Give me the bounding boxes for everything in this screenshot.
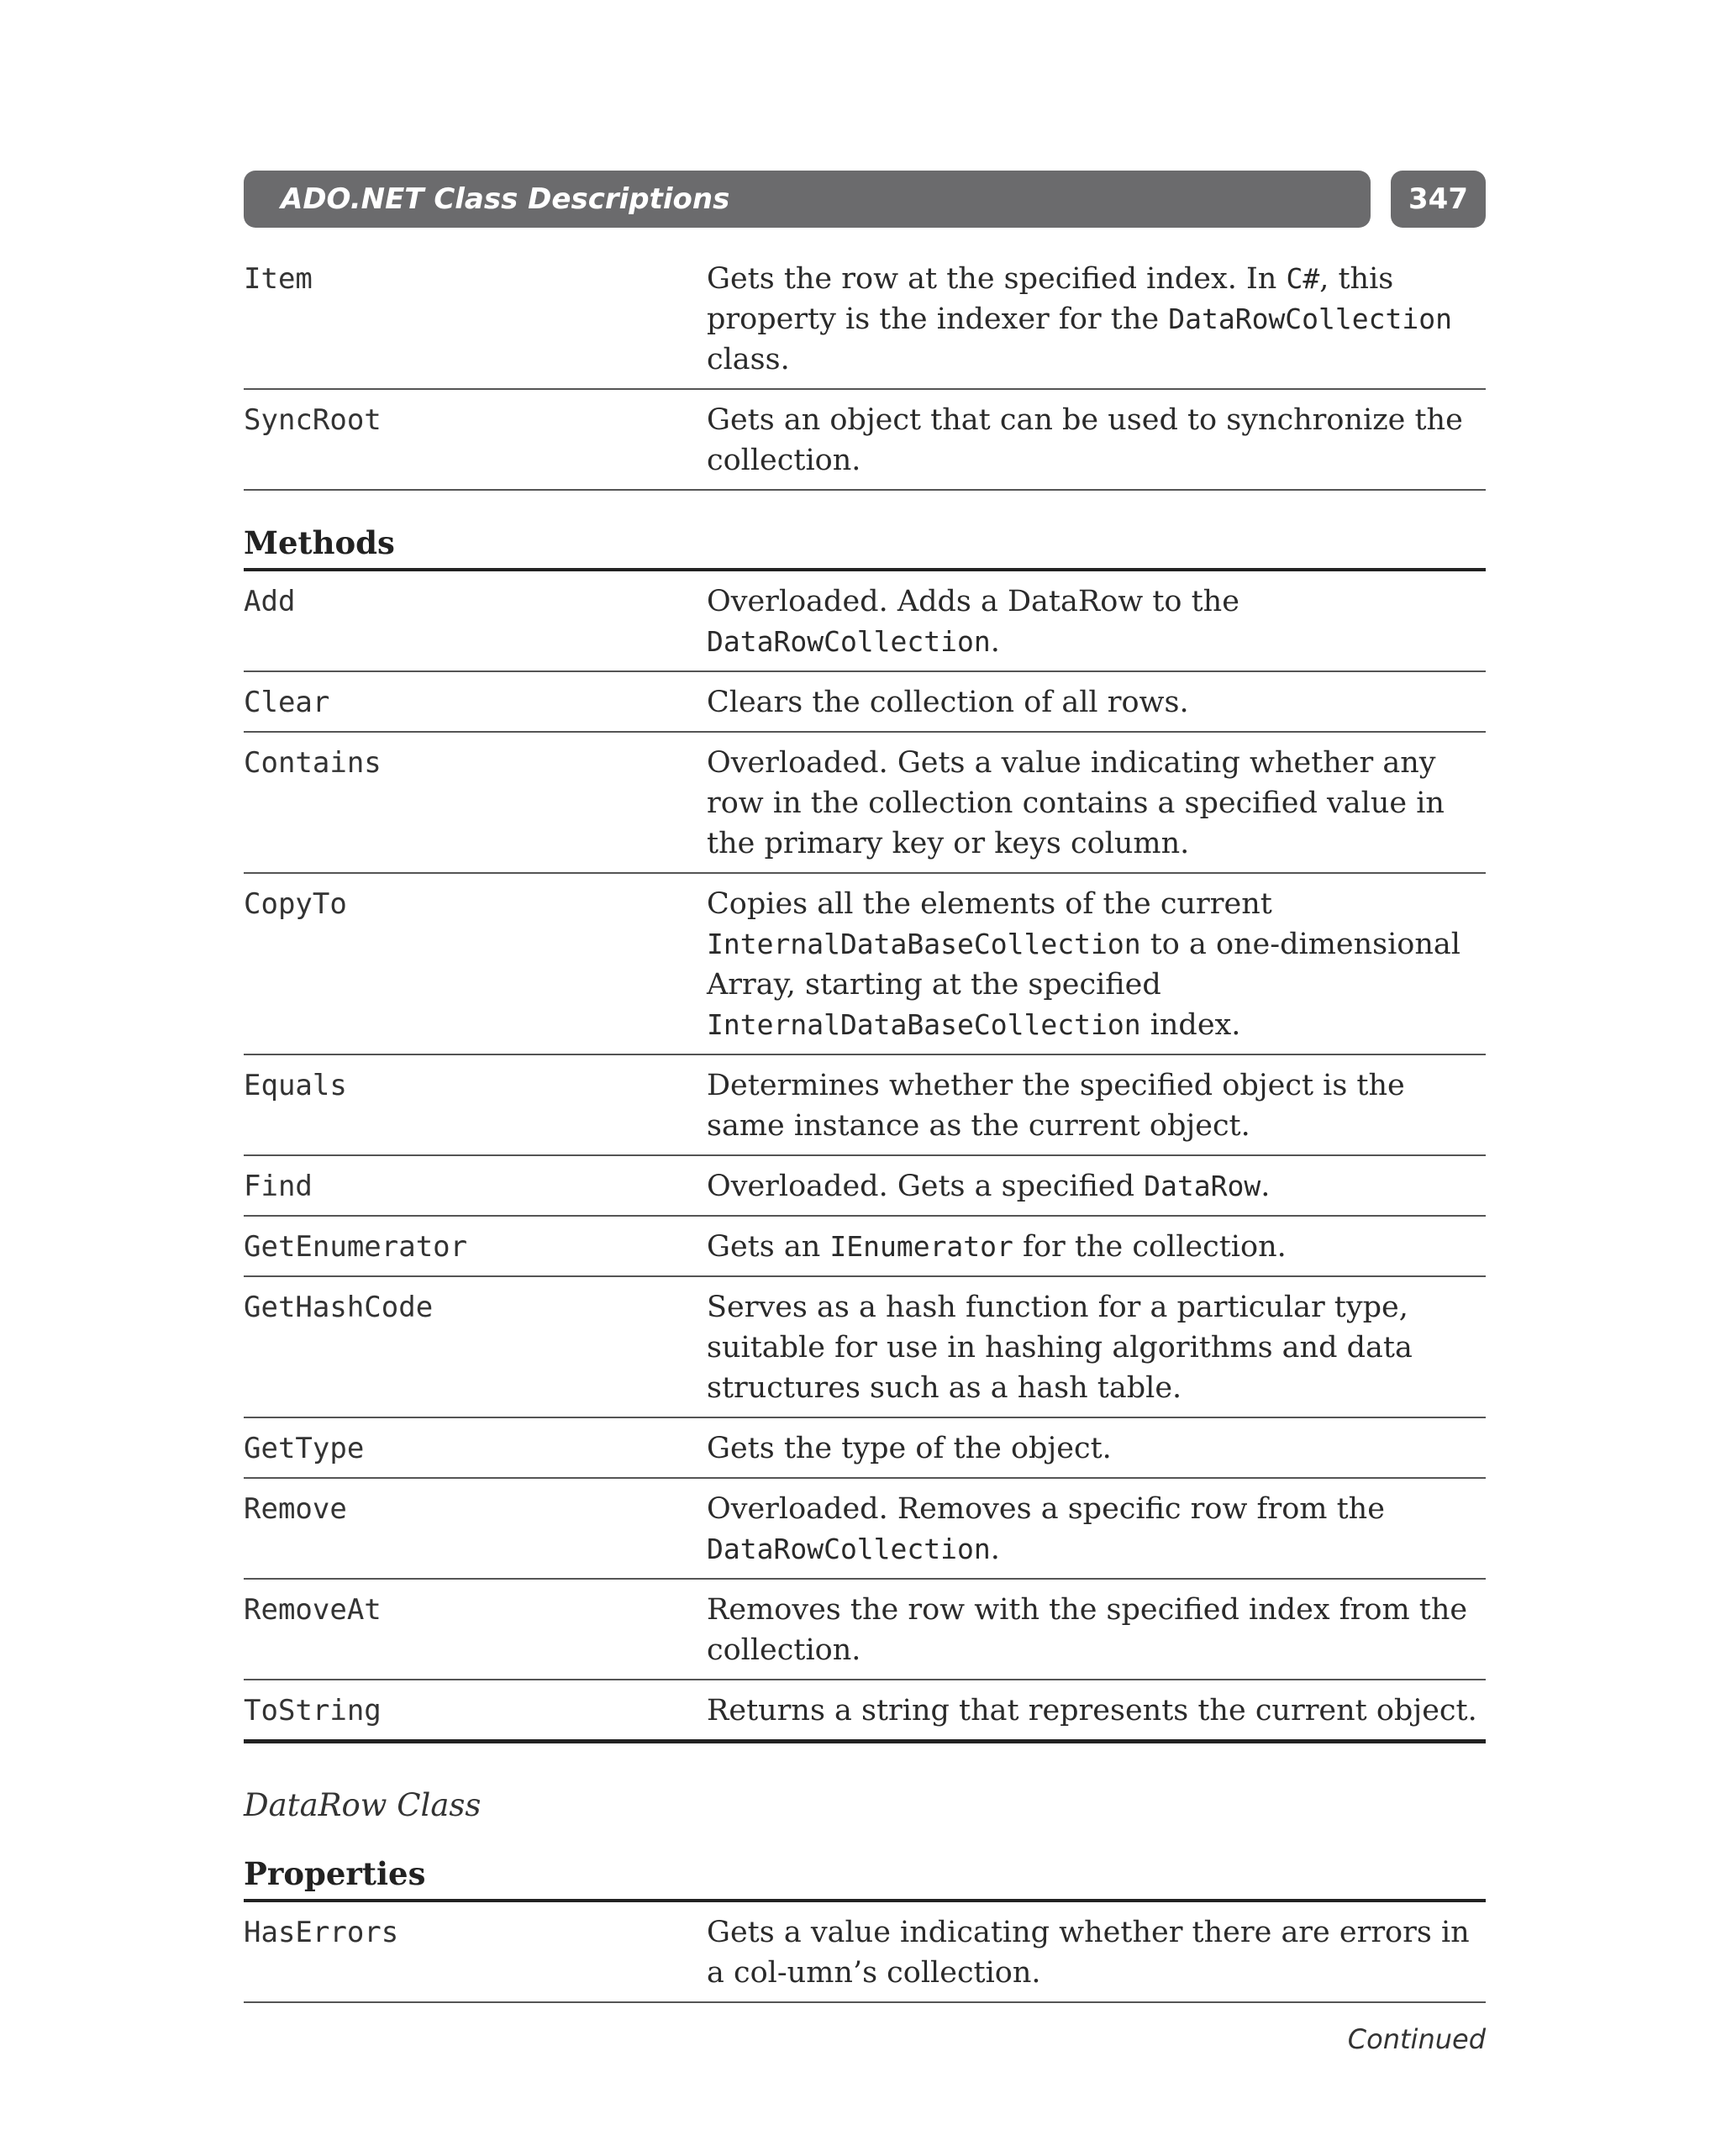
header-title: ADO.NET Class Descriptions	[281, 182, 730, 216]
properties-table	[244, 1902, 1486, 2003]
member-description: Overloaded. Adds a DataRow to the DataRowCollection.	[707, 585, 1239, 659]
table-row	[244, 1580, 1486, 1680]
properties-table-continued	[244, 249, 1486, 491]
member-name: ToString	[244, 1694, 382, 1727]
methods-section	[244, 523, 1486, 1743]
member-description: Overloaded. Gets a specified DataRow.	[707, 1170, 1271, 1203]
member-description: Clears the collection of all rows.	[707, 686, 1189, 719]
member-description: Overloaded. Gets a value indicating whether any row in the collection contains a specified value in the primary key or keys column.	[707, 746, 1445, 860]
member-name: GetEnumerator	[244, 1230, 468, 1264]
page-number: 347	[1391, 171, 1486, 228]
properties-section	[244, 1854, 1486, 2003]
member-name: GetHashCode	[244, 1291, 434, 1324]
member-name: Clear	[244, 686, 330, 719]
member-name: Equals	[244, 1069, 347, 1102]
member-description: Gets the type of the object.	[707, 1432, 1112, 1465]
member-description: Determines whether the specified object is the same instance as the current object.	[707, 1069, 1405, 1143]
member-description: Gets an IEnumerator for the collection.	[707, 1230, 1287, 1264]
table-row	[244, 733, 1486, 874]
table-row	[244, 1479, 1486, 1580]
member-description: Serves as a hash function for a particular type, suitable for use in hashing algorithms and data structures such as a hash table.	[707, 1291, 1413, 1405]
page	[244, 171, 1486, 2055]
member-description: Gets the row at the specified index. In C#, this property is the indexer for the DataRowCollection class.	[707, 262, 1452, 376]
member-name: Item	[244, 262, 313, 296]
member-description: Gets an object that can be used to synchronize the collection.	[707, 403, 1463, 477]
table-row	[244, 1156, 1486, 1217]
inline-code: InternalDataBaseCollection	[707, 928, 1141, 960]
member-description: Removes the row with the specified index from the collection.	[707, 1593, 1468, 1667]
member-name: Contains	[244, 746, 382, 780]
inline-code: DataRow	[1144, 1170, 1261, 1202]
member-name: HasErrors	[244, 1916, 399, 1949]
inline-code: C#	[1286, 262, 1320, 295]
table-row	[244, 571, 1486, 672]
class-title: DataRow Class	[244, 1787, 482, 1823]
table-row	[244, 249, 1486, 390]
inline-code: DataRowCollection	[707, 1533, 991, 1565]
member-name: Remove	[244, 1492, 347, 1526]
table-row	[244, 1418, 1486, 1479]
table-row	[244, 874, 1486, 1055]
methods-heading: Methods	[244, 523, 1486, 571]
inline-code: IEnumerator	[829, 1230, 1013, 1263]
table-row	[244, 1055, 1486, 1156]
continued-label: Continued	[1347, 2023, 1486, 2055]
header-title-bar	[244, 171, 1371, 228]
member-description: Overloaded. Removes a specific row from the DataRowCollection.	[707, 1492, 1385, 1566]
table-row	[244, 1680, 1486, 1743]
member-name: Find	[244, 1170, 313, 1203]
inline-code: DataRowCollection	[1168, 302, 1452, 335]
table-row	[244, 672, 1486, 733]
member-description: Copies all the elements of the current InternalDataBaseCollection to a one-dimensional Array, starting at the specified InternalDataBaseCollection index.	[707, 887, 1460, 1042]
table-row	[244, 1217, 1486, 1277]
member-name: RemoveAt	[244, 1593, 382, 1627]
datarow-class-section	[244, 1787, 1486, 1823]
methods-table	[244, 571, 1486, 1743]
member-name: CopyTo	[244, 887, 347, 921]
table-row	[244, 1277, 1486, 1418]
member-name: Add	[244, 585, 296, 618]
member-name: SyncRoot	[244, 403, 382, 437]
table-row	[244, 1902, 1486, 2003]
member-name: GetType	[244, 1432, 365, 1465]
member-description: Gets a value indicating whether there are errors in a col-umn’s collection.	[707, 1916, 1470, 1990]
table-row	[244, 390, 1486, 491]
running-header	[244, 171, 1486, 228]
inline-code: InternalDataBaseCollection	[707, 1008, 1141, 1041]
member-description: Returns a string that represents the current object.	[707, 1694, 1477, 1727]
inline-code: DataRowCollection	[707, 625, 991, 658]
properties-heading: Properties	[244, 1854, 1486, 1902]
